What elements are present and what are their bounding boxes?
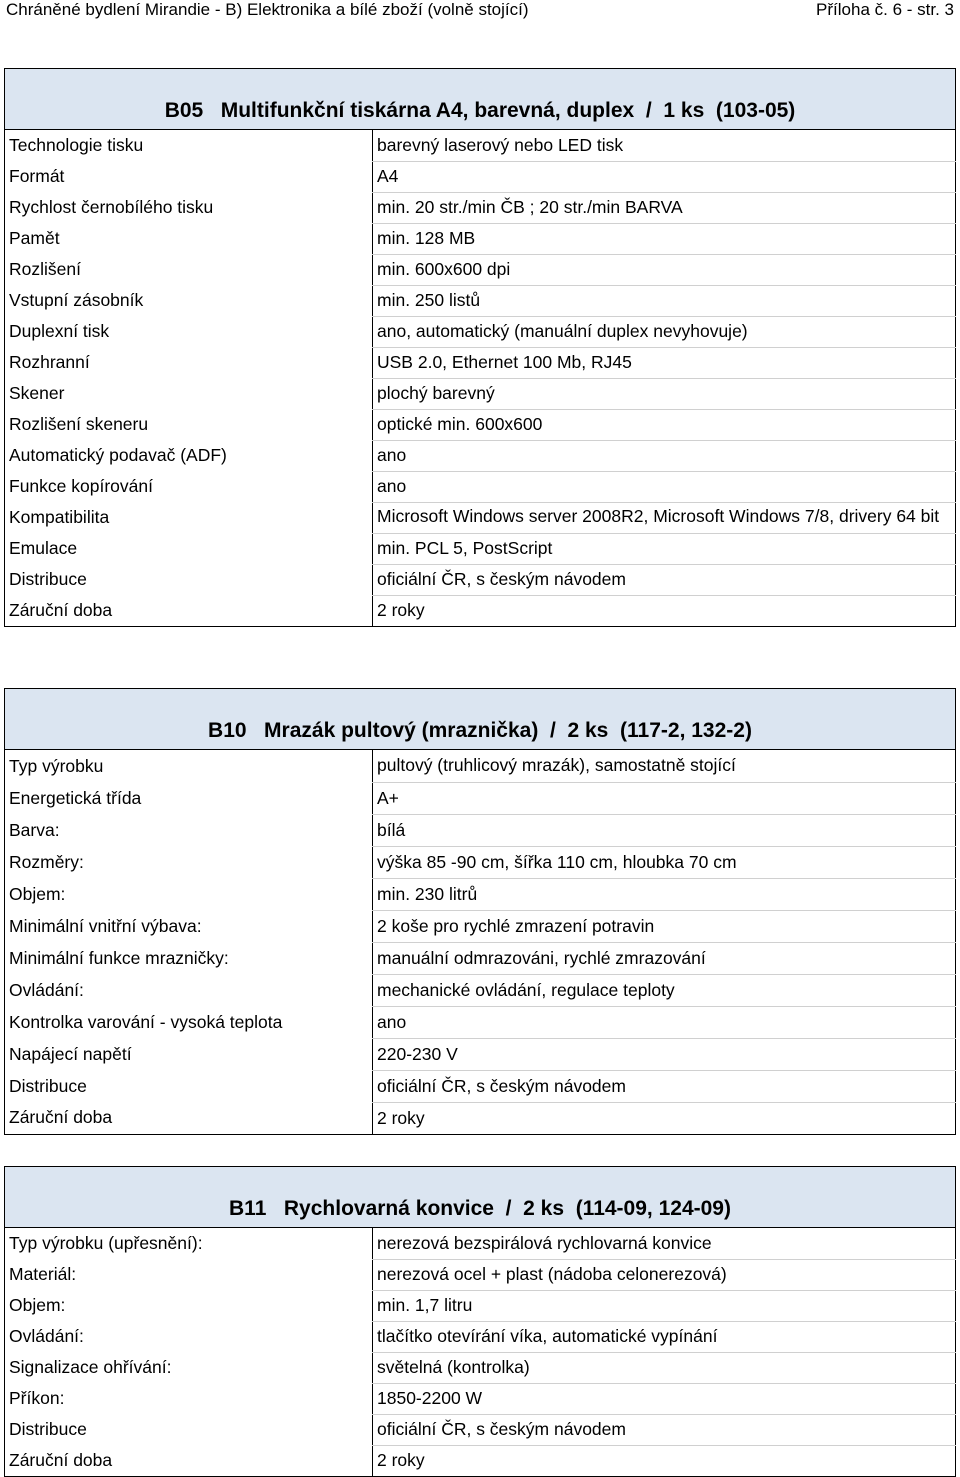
row-value: výška 85 -90 cm, šířka 110 cm, hloubka 70 cm bbox=[373, 846, 956, 878]
row-label: Minimální funkce mrazničky: bbox=[5, 942, 373, 974]
row-label: Pamět bbox=[5, 223, 373, 254]
table-row bbox=[5, 1038, 956, 1070]
row-label: Distribuce bbox=[5, 1414, 373, 1445]
row-value: USB 2.0, Ethernet 100 Mb, RJ45 bbox=[373, 347, 956, 378]
row-value: ano bbox=[373, 471, 956, 502]
table-row bbox=[5, 1102, 956, 1134]
row-label: Rychlost černobílého tisku bbox=[5, 192, 373, 223]
row-label: Technologie tisku bbox=[5, 130, 373, 161]
row-label: Barva: bbox=[5, 814, 373, 846]
row-label: Ovládání: bbox=[5, 1321, 373, 1352]
table-row bbox=[5, 1006, 956, 1038]
row-label: Typ výrobku (upřesnění): bbox=[5, 1228, 373, 1259]
row-value: min. 20 str./min ČB ; 20 str./min BARVA bbox=[373, 192, 956, 223]
row-label: Záruční doba bbox=[5, 1102, 373, 1134]
table-row bbox=[5, 161, 956, 192]
document-title: Chráněné bydlení Mirandie - B) Elektronika a bílé zboží (volně stojící) bbox=[6, 0, 529, 19]
table-row bbox=[5, 316, 956, 347]
row-value: 2 roky bbox=[373, 595, 956, 626]
row-value: bílá bbox=[373, 814, 956, 846]
row-label: Rozhranní bbox=[5, 347, 373, 378]
row-label: Funkce kopírování bbox=[5, 471, 373, 502]
row-value: 1850-2200 W bbox=[373, 1383, 956, 1414]
row-value: 220-230 V bbox=[373, 1038, 956, 1070]
table-row bbox=[5, 1414, 956, 1445]
row-value: 2 roky bbox=[373, 1445, 956, 1476]
row-label: Skener bbox=[5, 378, 373, 409]
row-value: A+ bbox=[373, 782, 956, 814]
table-row bbox=[5, 1383, 956, 1414]
table-row bbox=[5, 1352, 956, 1383]
row-label: Distribuce bbox=[5, 564, 373, 595]
table-row bbox=[5, 1290, 956, 1321]
table-row bbox=[5, 409, 956, 440]
row-value: světelná (kontrolka) bbox=[373, 1352, 956, 1383]
row-value: 2 roky bbox=[373, 1102, 956, 1134]
row-label: Záruční doba bbox=[5, 1445, 373, 1476]
row-value: min. 250 listů bbox=[373, 285, 956, 316]
row-label: Energetická třída bbox=[5, 782, 373, 814]
spec-table bbox=[4, 750, 956, 1135]
table-row bbox=[5, 750, 956, 782]
table-row bbox=[5, 1321, 956, 1352]
row-value: min. 230 litrů bbox=[373, 878, 956, 910]
table-row bbox=[5, 595, 956, 626]
section-printer bbox=[4, 68, 956, 627]
table-row bbox=[5, 974, 956, 1006]
row-label: Záruční doba bbox=[5, 595, 373, 626]
row-label: Duplexní tisk bbox=[5, 316, 373, 347]
row-value: tlačítko otevírání víka, automatické vypínání bbox=[373, 1321, 956, 1352]
row-label: Minimální vnitřní výbava: bbox=[5, 910, 373, 942]
row-label: Kontrolka varování - vysoká teplota bbox=[5, 1006, 373, 1038]
row-value: 2 koše pro rychlé zmrazení potravin bbox=[373, 910, 956, 942]
table-row bbox=[5, 471, 956, 502]
table-row bbox=[5, 223, 956, 254]
table-row bbox=[5, 192, 956, 223]
row-label: Signalizace ohřívání: bbox=[5, 1352, 373, 1383]
table-row bbox=[5, 564, 956, 595]
spec-table bbox=[4, 1228, 956, 1477]
row-value: manuální odmrazováni, rychlé zmrazování bbox=[373, 942, 956, 974]
row-label: Distribuce bbox=[5, 1070, 373, 1102]
row-label: Typ výrobku bbox=[5, 750, 373, 782]
row-value: oficiální ČR, s českým návodem bbox=[373, 1070, 956, 1102]
row-value: ano, automatický (manuální duplex nevyhovuje) bbox=[373, 316, 956, 347]
row-value: oficiální ČR, s českým návodem bbox=[373, 1414, 956, 1445]
table-row bbox=[5, 1228, 956, 1259]
table-row bbox=[5, 440, 956, 471]
row-value: min. 128 MB bbox=[373, 223, 956, 254]
row-value: nerezová bezspirálová rychlovarná konvice bbox=[373, 1228, 956, 1259]
row-value: pultový (truhlicový mrazák), samostatně stojící bbox=[373, 750, 956, 782]
row-value: A4 bbox=[373, 161, 956, 192]
table-row bbox=[5, 1259, 956, 1290]
table-row bbox=[5, 878, 956, 910]
spec-table bbox=[4, 130, 956, 627]
row-value: ano bbox=[373, 1006, 956, 1038]
section-kettle bbox=[4, 1166, 956, 1477]
table-row bbox=[5, 285, 956, 316]
table-row bbox=[5, 347, 956, 378]
row-value: mechanické ovládání, regulace teploty bbox=[373, 974, 956, 1006]
row-value: nerezová ocel + plast (nádoba celonerezová) bbox=[373, 1259, 956, 1290]
page-number: Příloha č. 6 - str. 3 bbox=[816, 0, 954, 19]
row-label: Automatický podavač (ADF) bbox=[5, 440, 373, 471]
row-value: min. 600x600 dpi bbox=[373, 254, 956, 285]
table-row bbox=[5, 254, 956, 285]
row-label: Rozlišení skeneru bbox=[5, 409, 373, 440]
row-value: barevný laserový nebo LED tisk bbox=[373, 130, 956, 161]
row-value: ano bbox=[373, 440, 956, 471]
row-label: Příkon: bbox=[5, 1383, 373, 1414]
row-label: Napájecí napětí bbox=[5, 1038, 373, 1070]
section-title: B11 Rychlovarná konvice / 2 ks (114-09, 124-09) bbox=[4, 1166, 956, 1228]
table-row bbox=[5, 378, 956, 409]
table-row bbox=[5, 533, 956, 564]
table-row bbox=[5, 1070, 956, 1102]
row-label: Objem: bbox=[5, 1290, 373, 1321]
table-row bbox=[5, 130, 956, 161]
row-label: Vstupní zásobník bbox=[5, 285, 373, 316]
row-label: Emulace bbox=[5, 533, 373, 564]
table-row bbox=[5, 1445, 956, 1476]
row-label: Objem: bbox=[5, 878, 373, 910]
row-label: Formát bbox=[5, 161, 373, 192]
page-header bbox=[6, 0, 954, 22]
table-row bbox=[5, 814, 956, 846]
table-row bbox=[5, 942, 956, 974]
row-value: plochý barevný bbox=[373, 378, 956, 409]
section-title: B05 Multifunkční tiskárna A4, barevná, duplex / 1 ks (103-05) bbox=[4, 68, 956, 130]
row-value: Microsoft Windows server 2008R2, Microsoft Windows 7/8, drivery 64 bit bbox=[373, 502, 956, 533]
row-value: min. PCL 5, PostScript bbox=[373, 533, 956, 564]
row-value: min. 1,7 litru bbox=[373, 1290, 956, 1321]
row-label: Ovládání: bbox=[5, 974, 373, 1006]
row-label: Rozlišení bbox=[5, 254, 373, 285]
table-row bbox=[5, 782, 956, 814]
row-label: Materiál: bbox=[5, 1259, 373, 1290]
row-label: Kompatibilita bbox=[5, 502, 373, 533]
table-row bbox=[5, 502, 956, 533]
section-freezer bbox=[4, 688, 956, 1135]
table-row bbox=[5, 846, 956, 878]
row-value: optické min. 600x600 bbox=[373, 409, 956, 440]
row-value: oficiální ČR, s českým návodem bbox=[373, 564, 956, 595]
section-title: B10 Mrazák pultový (mraznička) / 2 ks (117-2, 132-2) bbox=[4, 688, 956, 750]
row-label: Rozměry: bbox=[5, 846, 373, 878]
table-row bbox=[5, 910, 956, 942]
